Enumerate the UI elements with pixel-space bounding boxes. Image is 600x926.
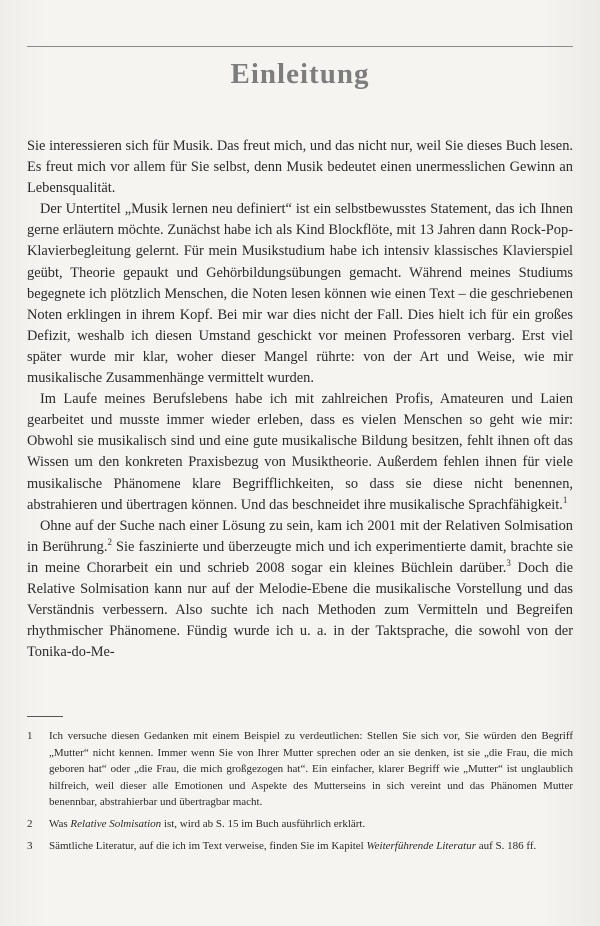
footnote-text: Sämtliche Literatur, auf die ich im Text verweise, finden Sie im Kapitel Weiterführende Literatur auf S. 186 ff.: [49, 839, 537, 852]
footnote-number: 3: [27, 839, 33, 852]
footnotes: [27, 728, 573, 859]
paragraph-3: Im Laufe meines Berufslebens habe ich mit zahlreichen Profis, Amateuren und Laien gearbeitet und musste immer wieder erleben, dass es vielen Menschen so geht wie mir: Obwohl sie musikalisch sind und eine gute musikalische Bildung besitzen, fehlt ihnen oft das Wissen um den konkreten Praxisbezug von Musiktheorie. Außerdem fehlen ihnen für viele musikalische Phänomene klare Begrifflichkeiten, so dass sie diese nicht benennen, abstrahieren und übertragen können. Und das beschneidet ihre musikalische Sprachfähigkeit.$^1$: [27, 391, 573, 513]
header-rule: [27, 46, 573, 47]
footnote-3: [27, 838, 573, 855]
footnote-1: [27, 728, 573, 811]
footnote-text: Was Relative Solmisation ist, wird ab S. 15 im Buch ausführlich erklärt.: [49, 817, 366, 830]
footnote-mark-2: 2: [107, 536, 112, 547]
footnote-number: 1: [27, 730, 33, 742]
footnote-mark-1: 1: [562, 494, 568, 505]
footnote-rule: [27, 716, 63, 717]
paragraph-4: Ohne auf der Suche nach einer Lösung zu sein, kam ich 2001 mit der Relativen Solmisation in Berührung.$^2$ Sie faszinierte und überzeugte mich und ich experimentierte damit, brachte sie in meine Chorarbeit ein und schrieb 2008 sogar ein kleines Büchlein darüber.$^3$ Doch die Relative Solmisation kann nur auf der Melodie-Ebene die musikalische Vorstellung und das Verständnis verbessern. Also suchte ich nach Methoden zum Vermitteln und Begreifen rhythmischer Phänomene. Fündig wurde ich u. a. in der Taktsprache, die sowohl von der Tonika-do-Me-: [27, 517, 574, 661]
footnote-mark-3: 3: [506, 558, 511, 569]
footnote-text: Ich versuche diesen Gedanken mit einem Beispiel zu verdeutlichen: Stellen Sie sich vor, Sie würden den Begriff „Mutter“ nicht kennen. Immer wenn Sie von Ihrer Mutter sprechen oder an sie denken, ist sie „die Frau, die mich geboren hat“ oder „die Frau, die mich großgezogen hat“. Ein einfacher, klarer Begriff wie „Mutter“ ist unglaublich hilfreich, weil dieser alle Emotionen und Aspekte des Mutterseins in sich vereint und das Phänomen Mutter benennbar, abstrahierbar und übertragbar macht.: [49, 730, 573, 809]
footnote-2: [27, 816, 573, 833]
paragraph-2: Der Untertitel „Musik lernen neu definiert“ ist ein selbstbewusstes Statement, das ich Ihnen gerne erläutern möchte. Zunächst habe ich als Kind Blockflöte, mit 13 Jahren dann Rock-Pop-Klavierbegleitung gelernt. Für mein Musikstudium habe ich intensiv klassisches Klavierspiel geübt, Theorie gepaukt und Gehörbildungsübungen gemacht. Während meines Studiums begegnete ich plötzlich Menschen, die Noten lesen können wie einen Text – die geschriebenen Noten erklingen in ihrem Kopf. Bei mir war dies nicht der Fall. Dies hielt ich für ein großes Defizit, weshalb ich diesen Umstand geschickt vor meinen Professoren verbarg. Erst viel später wurde mir klar, woher dieser Mangel rührte: von der Art und Weise, wie mir musikalische Zusammenhänge vermittelt wurden.: [27, 201, 573, 387]
body-text: [27, 136, 573, 663]
paragraph-1: Sie interessieren sich für Musik. Das freut mich, und das nicht nur, weil Sie dieses Buch lesen. Es freut mich vor allem für Sie selbst, denn Musik bedeutet einen unermesslichen Gewinn an Lebensqualität.: [27, 138, 573, 197]
chapter-title: Einleitung: [230, 58, 370, 90]
footnote-number: 2: [27, 817, 33, 830]
